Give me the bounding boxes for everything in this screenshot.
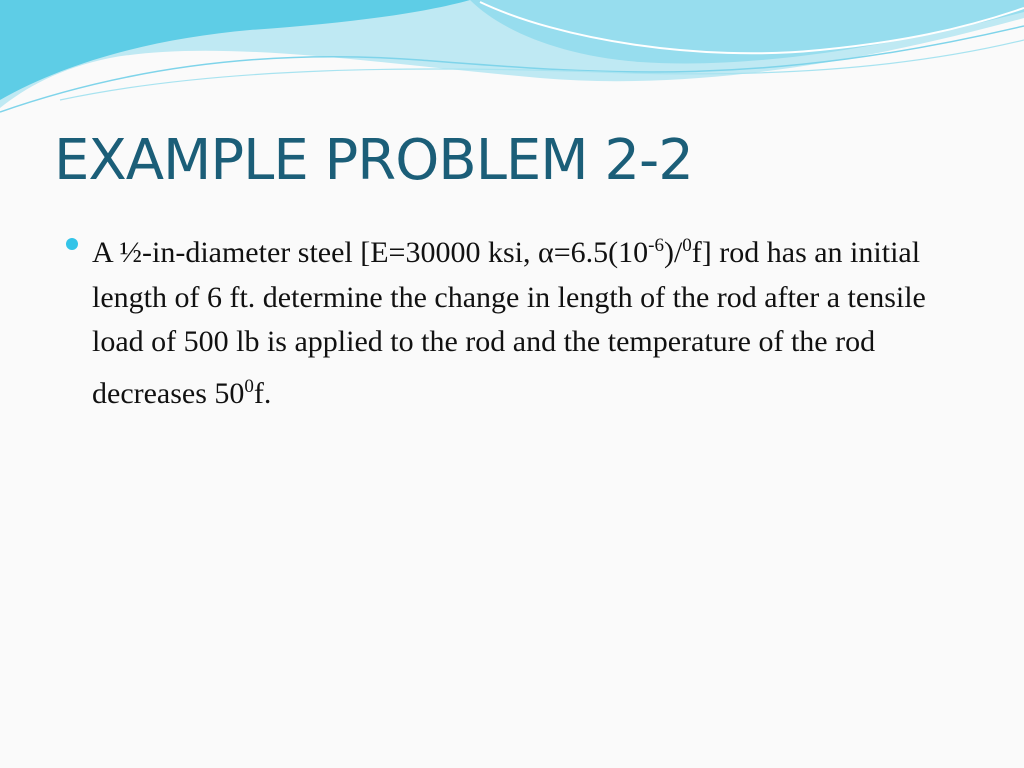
degree-superscript-1: 0 (682, 235, 692, 256)
problem-text-part-3: f] rod has an initial length of 6 ft. determine the change in length of the rod after a tensile load of 500 lb is applied to the rod and the temperature of the rod decreases 50 (92, 236, 926, 410)
slide-title: EXAMPLE PROBLEM 2-2 (54, 128, 693, 193)
degree-superscript-2: 0 (244, 375, 254, 397)
problem-text-part-1: A ½-in-diameter steel [E=30000 ksi, α=6.5(10 (92, 236, 649, 269)
bullet-list (60, 224, 980, 416)
exponent-superscript: -6 (648, 235, 664, 256)
header-wave-decoration (0, 0, 1024, 130)
problem-text-part-2: )/ (663, 236, 683, 269)
problem-text-part-4: f. (253, 376, 272, 410)
bullet-dot-icon (66, 238, 78, 250)
bullet-item-problem-statement (60, 224, 980, 416)
